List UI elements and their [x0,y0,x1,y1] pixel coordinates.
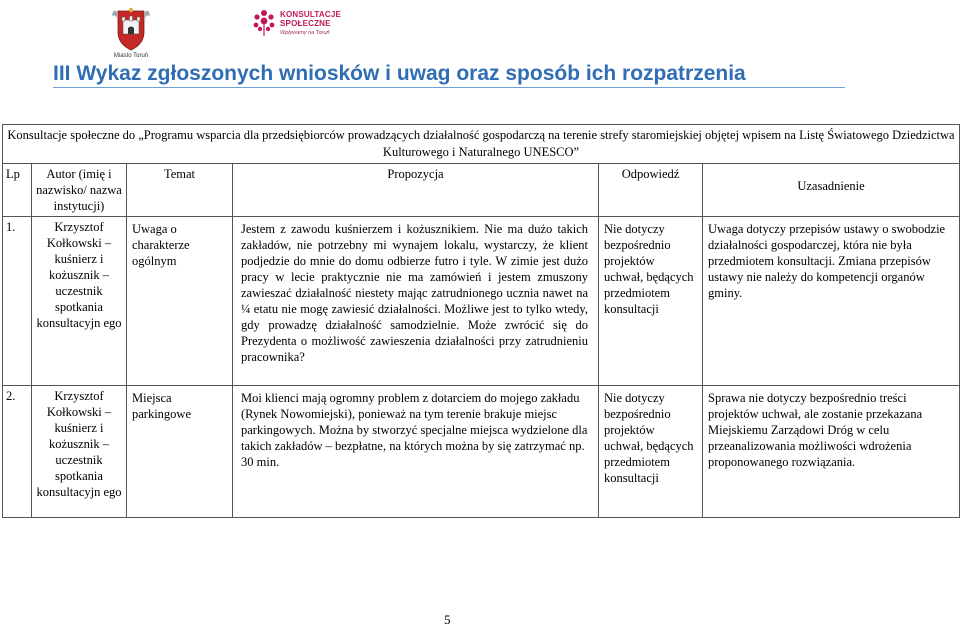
row-odpowiedz: Nie dotyczy bezpośrednio projektów uchwał, będących przedmiotem konsultacji [599,217,703,386]
table-row [3,217,960,386]
konsultacje-flower-icon [250,7,278,37]
row-autor: Krzysztof Kołkowski – kuśnierz i kożusznik – uczestnik spotkania konsultacyjn ego [32,386,127,518]
torun-coat-of-arms-icon [111,6,151,52]
table-row [3,386,960,518]
konsultacje-logo-tagline: Wpływamy na Toruń [280,30,330,36]
konsultacje-logo-line1: KONSULTACJE [280,10,342,19]
row-odpowiedz: Nie dotyczy bezpośrednio projektów uchwał, będących przedmiotem konsultacji [599,386,703,518]
table-caption: Konsultacje społeczne do „Programu wsparcia dla przedsiębiorców prowadzących działalność gospodarczą na terenie strefy staromiejskiej objętej wpisem na Listę Światowego Dziedzictwa Kulturowego i Naturalnego UNESCO” [3,125,960,164]
row-uzasadnienie: Sprawa nie dotyczy bezpośrednio treści projektów uchwał, ale zostanie przekazana Miejskiemu Zarządowi Dróg w celu przeanalizowania możliwości wdrożenia proponowanego rozwiązania. [703,386,960,518]
table-header-row [3,164,960,217]
page-title: III Wykaz zgłoszonych wniosków i uwag oraz sposób ich rozpatrzenia [53,62,845,88]
page-number: 5 [444,612,451,627]
row-propozycja: Moi klienci mają ogromny problem z dotarciem do mojego zakładu (Rynek Nowomiejski), ponieważ na tym terenie brakuje miejsc parkingowych. Można by stworzyć specjalne miejsca wydzielone dla takich zakładów – bezpłatne, na których można by się zatrzymać np. 30 min. [233,386,599,518]
konsultacje-logo [250,7,342,47]
row-uzasadnienie: Uwaga dotyczy przepisów ustawy o swobodzie działalności gospodarczej, która nie była przedmiotem konsultacji. Zmiana przepisów ustawy nie należy do kompetencji organów gminy. [703,217,960,386]
row-autor: Krzysztof Kołkowski – kuśnierz i kożusznik – uczestnik spotkania konsultacyjn ego [32,217,127,386]
row-lp: 2. [3,386,32,518]
header-uzasadnienie: Uzasadnienie [703,164,960,217]
torun-logo [111,6,151,62]
row-propozycja: Jestem z zawodu kuśnierzem i kożusznikiem. Nie ma dużo takich zakładów, nie potrzebny mi wynajem lokalu, wystarczy, że klient podjedzie do mnie do domu odbierze futro i tyle. W zimie jest dużo pracy w lecie praktycznie nie ma zamówień i jestem zmuszony zawieszać działalność niestety mając zatrudnionego ucznia nawet na ¼ etatu nie mogę zawiesić działalności. Możliwe jest to tylko wtedy, gdy prowadzę działalność samodzielnie. Może zwrócić się do Prezydenta o możliwość zawieszenia działalności przy zatrudnieniu pracownika? [233,217,599,386]
submissions-table [2,124,960,518]
header-propozycja: Propozycja [233,164,599,217]
city-logo-caption: Miasto Toruń [113,53,149,59]
row-temat: Miejsca parkingowe [127,386,233,518]
header-lp: Lp [3,164,32,217]
header-odpowiedz: Odpowiedź [599,164,703,217]
row-temat: Uwaga o charakterze ogólnym [127,217,233,386]
header-autor: Autor (imię i nazwisko/ nazwa instytucji) [32,164,127,217]
row-lp: 1. [3,217,32,386]
header-temat: Temat [127,164,233,217]
konsultacje-logo-line2: SPOŁECZNE [280,19,331,28]
